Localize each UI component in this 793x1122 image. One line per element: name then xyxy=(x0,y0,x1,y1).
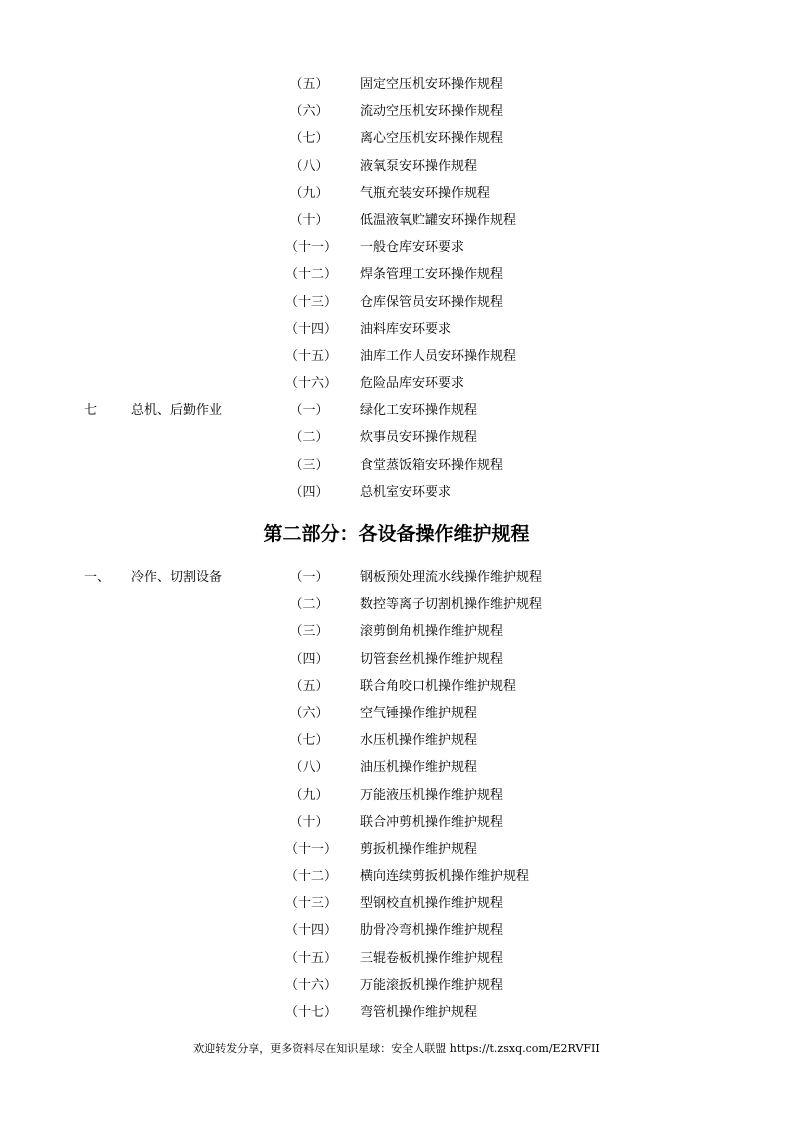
part2-list xyxy=(0,564,793,1026)
list-item xyxy=(0,125,793,152)
item-index: （二） xyxy=(289,597,329,613)
item-title: 低温液氧贮罐安环操作规程 xyxy=(360,212,517,228)
list-item xyxy=(0,153,793,180)
item-index: （四） xyxy=(289,651,329,667)
list-item xyxy=(0,564,793,591)
item-title: 滚剪倒角机操作维护规程 xyxy=(360,624,504,640)
item-title: 三辊卷板机操作维护规程 xyxy=(360,950,504,966)
item-category: 总机、后勤作业 xyxy=(131,403,223,419)
list-item xyxy=(0,424,793,451)
list-item xyxy=(0,727,793,754)
footer-note: 欢迎转发分享，更多资料尽在知识星球：安全人联盟 https://t.zsxq.com/E2RVFII xyxy=(193,1042,600,1055)
list-item xyxy=(0,180,793,207)
item-title: 液氧泵安环操作规程 xyxy=(360,158,478,174)
item-index: （十五） xyxy=(285,348,338,364)
list-item xyxy=(0,999,793,1026)
item-title: 肋骨冷弯机操作维护规程 xyxy=(360,923,504,939)
item-title: 切管套丝机操作维护规程 xyxy=(360,651,504,667)
item-index: （五） xyxy=(289,678,329,694)
item-index: （十五） xyxy=(285,950,338,966)
item-index: （一） xyxy=(289,403,329,419)
item-title: 食堂蒸饭箱安环操作规程 xyxy=(360,457,504,473)
item-index: （九） xyxy=(289,787,329,803)
item-index: （十三） xyxy=(285,896,338,912)
item-title: 焊条管理工安环操作规程 xyxy=(360,267,504,283)
part1-list xyxy=(0,71,793,506)
item-title: 油料库安环要求 xyxy=(360,321,452,337)
list-item xyxy=(0,289,793,316)
item-number: 七 xyxy=(84,403,98,419)
list-item xyxy=(0,370,793,397)
item-index: （十一） xyxy=(285,841,338,857)
list-item xyxy=(0,98,793,125)
item-title: 横向连续剪扳机操作维护规程 xyxy=(360,869,530,885)
item-title: 空气锤操作维护规程 xyxy=(360,705,478,721)
item-index: （五） xyxy=(289,77,329,92)
list-item xyxy=(0,700,793,727)
item-index: （八） xyxy=(289,158,329,174)
item-title: 固定空压机安环操作规程 xyxy=(360,77,504,92)
item-index: （三） xyxy=(289,624,329,640)
part2-heading: 第二部分：各设备操作维护规程 xyxy=(263,523,530,545)
item-title: 万能液压机操作维护规程 xyxy=(360,787,504,803)
item-index: （八） xyxy=(289,760,329,776)
item-title: 联合角咬口机操作维护规程 xyxy=(360,678,517,694)
item-index: （十） xyxy=(289,814,329,830)
item-index: （十六） xyxy=(285,977,338,993)
item-index: （七） xyxy=(289,131,329,147)
item-title: 总机室安环要求 xyxy=(360,484,452,500)
item-index: （九） xyxy=(289,185,329,201)
item-title: 油压机操作维护规程 xyxy=(360,760,478,776)
item-title: 型钢校直机操作维护规程 xyxy=(360,896,504,912)
item-title: 万能滚扳机操作维护规程 xyxy=(360,977,504,993)
list-item xyxy=(0,972,793,999)
item-title: 炊事员安环操作规程 xyxy=(360,430,478,446)
item-title: 水压机操作维护规程 xyxy=(360,733,478,749)
item-title: 危险品库安环要求 xyxy=(360,376,465,392)
item-title: 剪扳机操作维护规程 xyxy=(360,841,478,857)
list-item xyxy=(0,863,793,890)
list-item xyxy=(0,945,793,972)
item-title: 仓库保管员安环操作规程 xyxy=(360,294,504,310)
list-item xyxy=(0,809,793,836)
item-index: （十二） xyxy=(285,869,338,885)
list-item xyxy=(0,754,793,781)
item-index: （一） xyxy=(289,570,329,585)
list-item xyxy=(0,234,793,261)
item-title: 气瓶充装安环操作规程 xyxy=(360,185,491,201)
item-title: 一般仓库安环要求 xyxy=(360,240,465,256)
list-item xyxy=(0,479,793,506)
item-index: （十） xyxy=(289,212,329,228)
list-item xyxy=(0,343,793,370)
item-index: （六） xyxy=(289,705,329,721)
item-index: （四） xyxy=(289,484,329,500)
list-item xyxy=(0,673,793,700)
item-title: 数控等离子切割机操作维护规程 xyxy=(360,597,543,613)
list-item xyxy=(0,261,793,288)
item-index: （十三） xyxy=(285,294,338,310)
item-index: （十二） xyxy=(285,267,338,283)
list-item xyxy=(0,71,793,98)
item-index: （三） xyxy=(289,457,329,473)
list-item xyxy=(0,591,793,618)
item-index: （十一） xyxy=(285,240,338,256)
item-title: 油库工作人员安环操作规程 xyxy=(360,348,517,364)
item-index: （六） xyxy=(289,104,329,120)
item-index: （十七） xyxy=(285,1005,338,1020)
list-item xyxy=(0,207,793,234)
list-item xyxy=(0,782,793,809)
list-item xyxy=(0,397,793,424)
list-item xyxy=(0,646,793,673)
item-index: （二） xyxy=(289,430,329,446)
item-title: 流动空压机安环操作规程 xyxy=(360,104,504,120)
item-title: 钢板预处理流水线操作维护规程 xyxy=(360,570,543,585)
item-category: 冷作、切割设备 xyxy=(131,570,223,585)
list-item xyxy=(0,618,793,645)
item-index: （十四） xyxy=(285,321,338,337)
list-item xyxy=(0,316,793,343)
item-number: 一、 xyxy=(84,570,111,585)
item-title: 绿化工安环操作规程 xyxy=(360,403,478,419)
list-item xyxy=(0,890,793,917)
item-index: （十六） xyxy=(285,376,338,392)
list-item xyxy=(0,917,793,944)
item-title: 弯管机操作维护规程 xyxy=(360,1005,478,1020)
item-index: （十四） xyxy=(285,923,338,939)
list-item xyxy=(0,452,793,479)
list-item xyxy=(0,836,793,863)
item-title: 离心空压机安环操作规程 xyxy=(360,131,504,147)
item-index: （七） xyxy=(289,733,329,749)
item-title: 联合冲剪机操作维护规程 xyxy=(360,814,504,830)
